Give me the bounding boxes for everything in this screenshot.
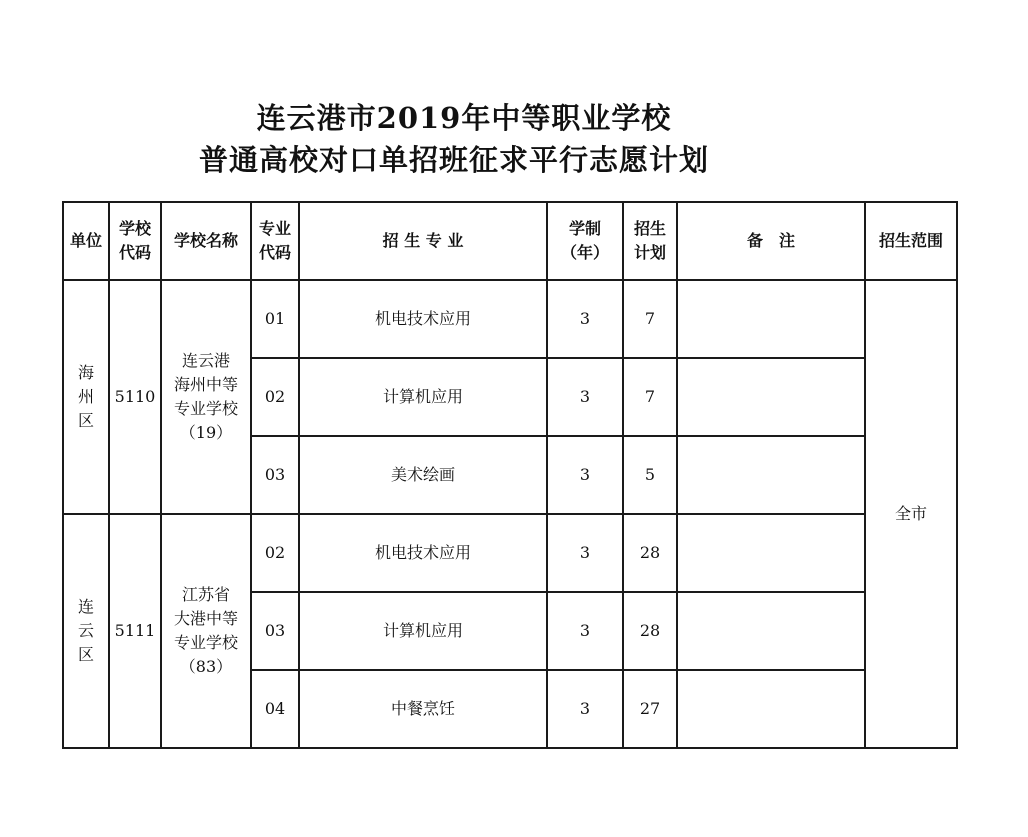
header-unit: 单位 bbox=[63, 202, 109, 280]
header-plan: 招生 计划 bbox=[623, 202, 677, 280]
header-major-code: 专业 代码 bbox=[251, 202, 299, 280]
major-cell: 美术绘画 bbox=[299, 436, 547, 514]
school-code-cell: 5111 bbox=[109, 514, 161, 748]
header-major: 招 生 专 业 bbox=[299, 202, 547, 280]
remark-cell bbox=[677, 436, 865, 514]
remark-cell bbox=[677, 280, 865, 358]
unit-cell: 海 州 区 bbox=[63, 280, 109, 514]
enrollment-plan-table bbox=[62, 201, 958, 749]
major-code-cell: 03 bbox=[251, 592, 299, 670]
school-name-cell: 连云港 海州中等 专业学校 （19） bbox=[161, 280, 251, 514]
school-name-cell: 江苏省 大港中等 专业学校 （83） bbox=[161, 514, 251, 748]
school-code-cell: 5110 bbox=[109, 280, 161, 514]
plan-cell: 5 bbox=[623, 436, 677, 514]
duration-cell: 3 bbox=[547, 436, 623, 514]
plan-cell: 7 bbox=[623, 358, 677, 436]
table-row bbox=[63, 280, 957, 358]
page-title: 连云港市2019年中等职业学校 bbox=[256, 101, 672, 135]
remark-cell bbox=[677, 670, 865, 748]
major-code-cell: 03 bbox=[251, 436, 299, 514]
duration-cell: 3 bbox=[547, 592, 623, 670]
header-range: 招生范围 bbox=[865, 202, 957, 280]
remark-cell bbox=[677, 514, 865, 592]
remark-cell bbox=[677, 358, 865, 436]
major-code-cell: 01 bbox=[251, 280, 299, 358]
remark-cell bbox=[677, 592, 865, 670]
plan-cell: 27 bbox=[623, 670, 677, 748]
major-code-cell: 02 bbox=[251, 514, 299, 592]
major-code-cell: 04 bbox=[251, 670, 299, 748]
major-cell: 计算机应用 bbox=[299, 592, 547, 670]
duration-cell: 3 bbox=[547, 280, 623, 358]
major-cell: 计算机应用 bbox=[299, 358, 547, 436]
major-code-cell: 02 bbox=[251, 358, 299, 436]
major-cell: 机电技术应用 bbox=[299, 514, 547, 592]
page-subtitle: 普通高校对口单招班征求平行志愿计划 bbox=[198, 143, 709, 177]
header-school-name: 学校名称 bbox=[161, 202, 251, 280]
plan-cell: 28 bbox=[623, 592, 677, 670]
header-duration: 学制 （年） bbox=[547, 202, 623, 280]
header-school-code: 学校 代码 bbox=[109, 202, 161, 280]
duration-cell: 3 bbox=[547, 358, 623, 436]
unit-cell: 连 云 区 bbox=[63, 514, 109, 748]
duration-cell: 3 bbox=[547, 670, 623, 748]
plan-cell: 7 bbox=[623, 280, 677, 358]
plan-cell: 28 bbox=[623, 514, 677, 592]
header-remark: 备 注 bbox=[677, 202, 865, 280]
duration-cell: 3 bbox=[547, 514, 623, 592]
major-cell: 中餐烹饪 bbox=[299, 670, 547, 748]
header-row bbox=[63, 202, 957, 280]
major-cell: 机电技术应用 bbox=[299, 280, 547, 358]
range-cell: 全市 bbox=[865, 280, 957, 748]
table-row bbox=[63, 514, 957, 592]
